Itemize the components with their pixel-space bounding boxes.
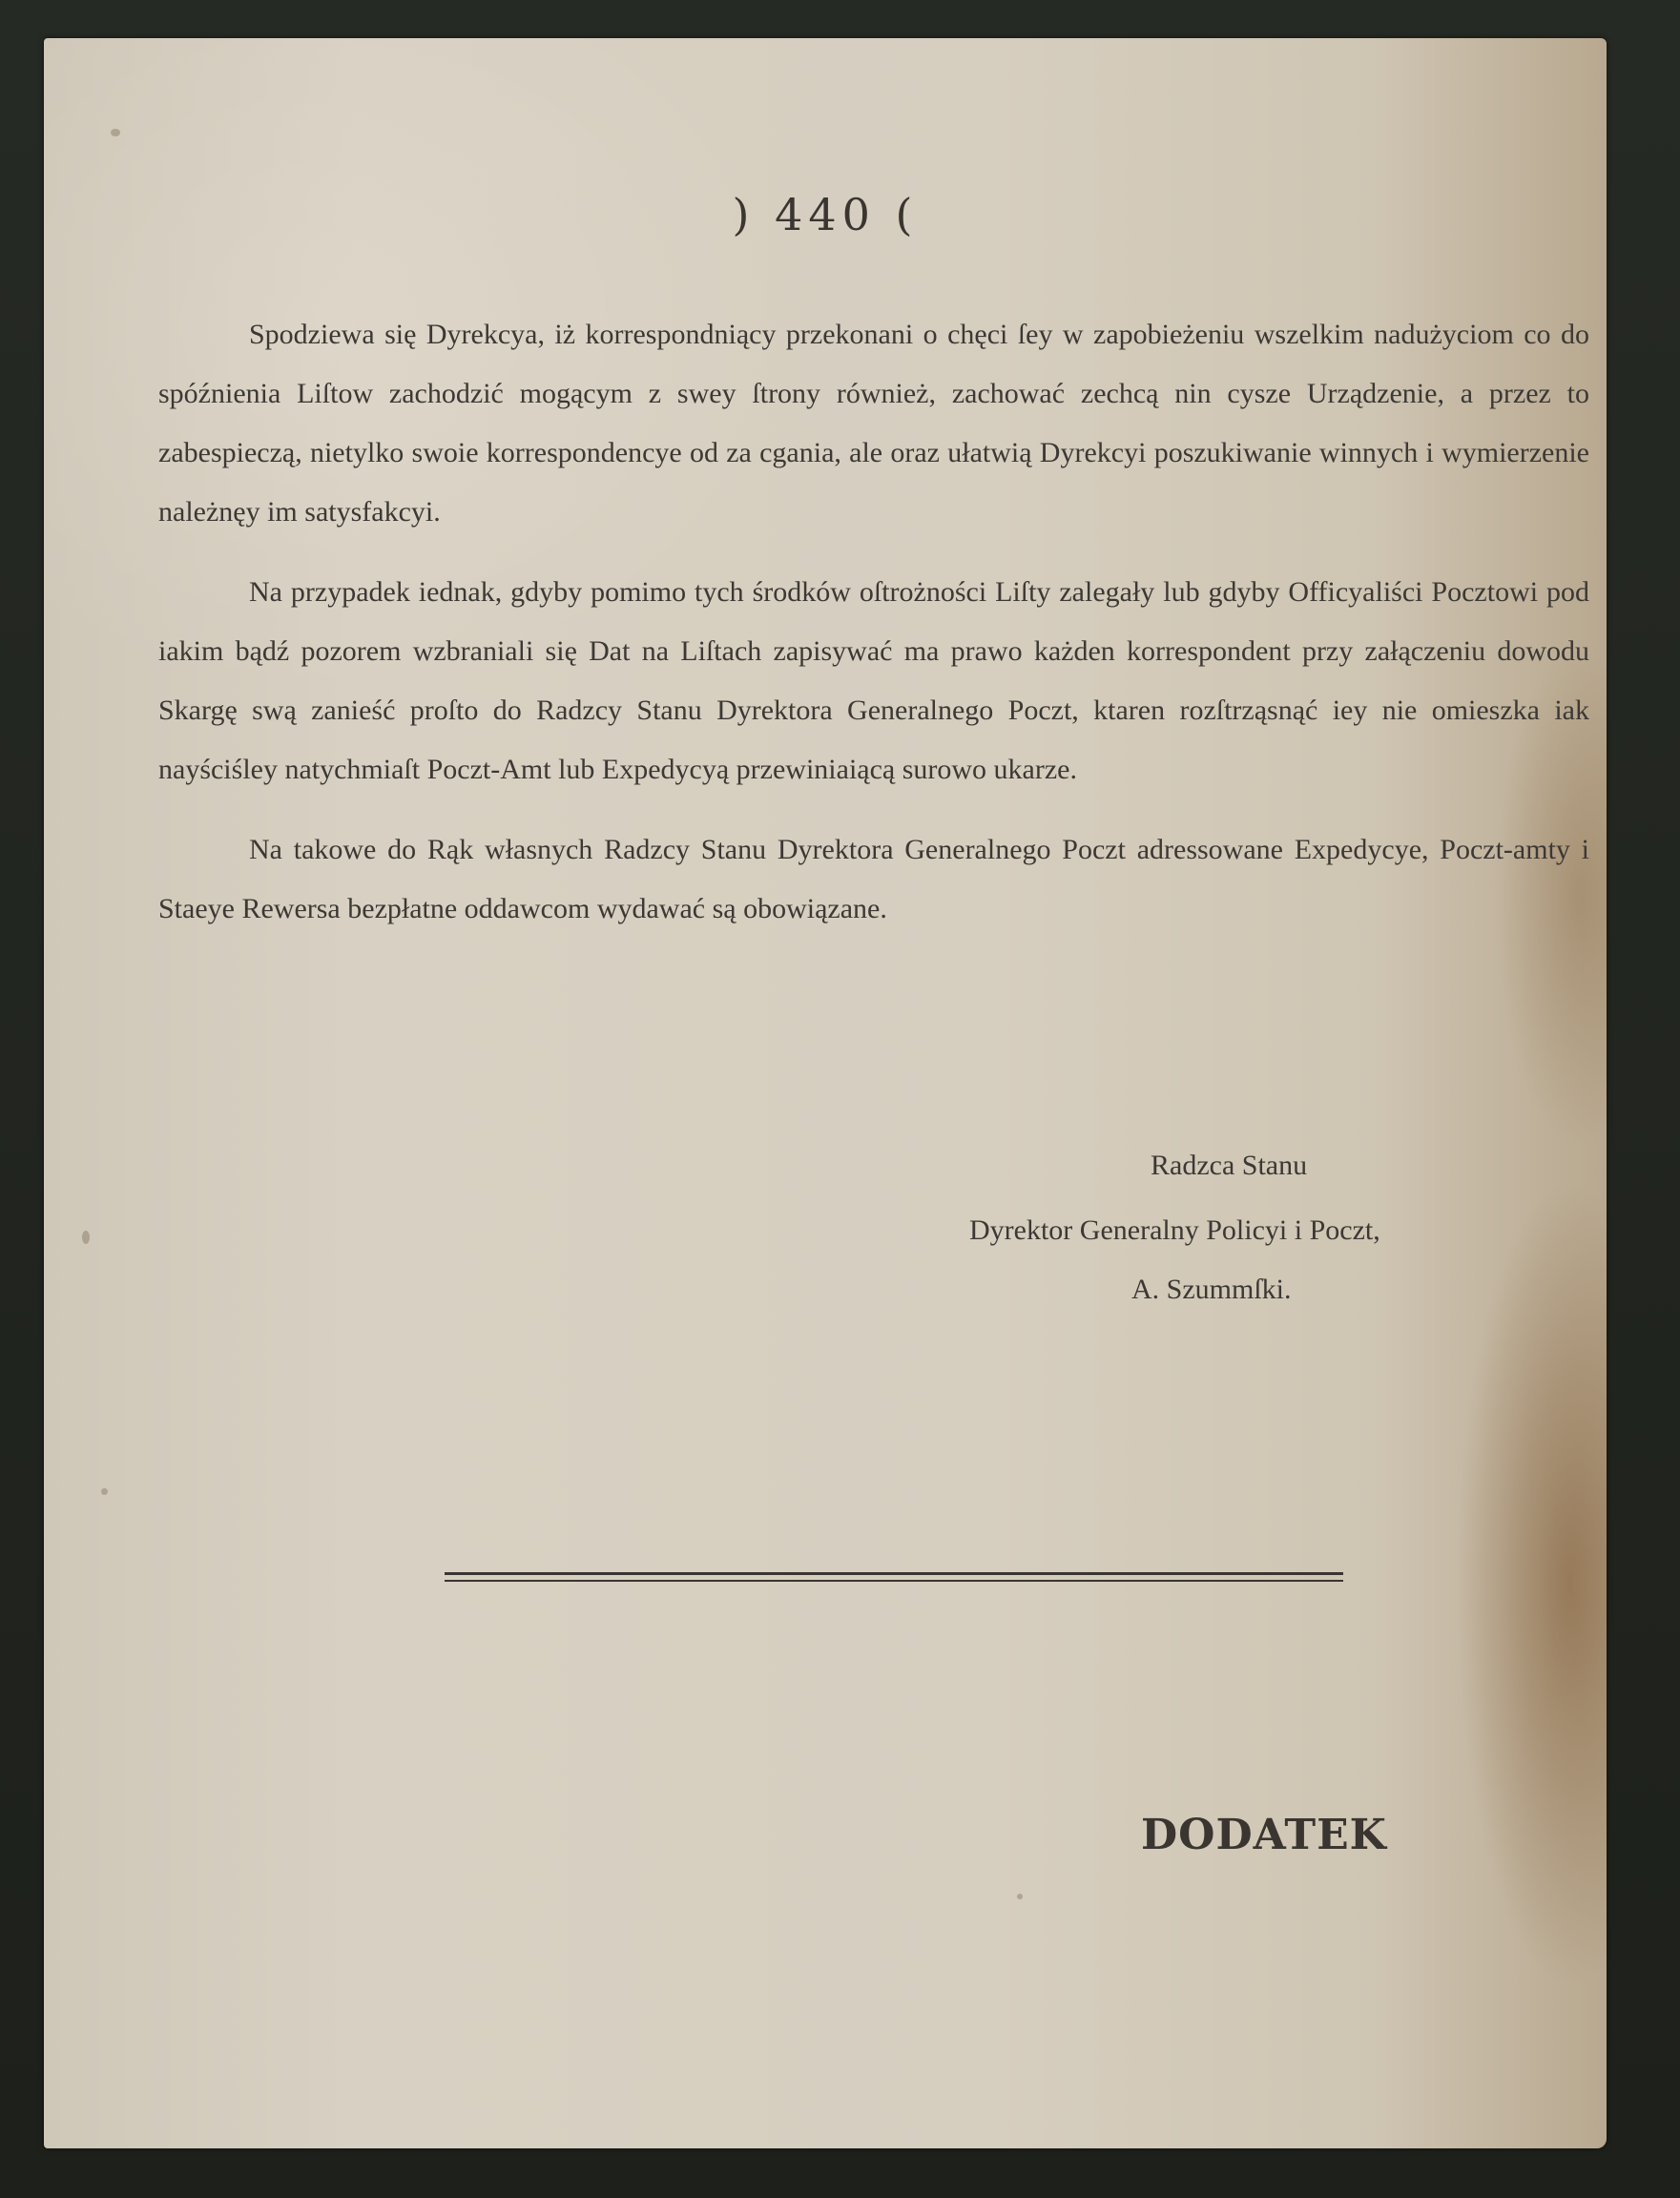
foxing-spot — [82, 1231, 90, 1244]
signature-name: A. Szummſki. — [1131, 1274, 1292, 1305]
foxing-spot — [101, 1488, 108, 1495]
document-page — [44, 38, 1607, 2148]
divider-line-top — [445, 1572, 1343, 1575]
divider-line-bottom — [445, 1580, 1343, 1582]
foxing-spot — [1017, 1894, 1023, 1899]
page-number: ) 440 ( — [732, 189, 919, 240]
catchword: DODATEK — [1141, 1811, 1387, 1859]
paragraph-2: Na przypadek iednak, gdyby pomimo tych środków oſtrożności Liſty zalegały lub gdyby Officyaliści Pocztowi pod iakim bądź pozorem wzbraniali się Dat na Liſtach zapisywać ma prawo każden korrespondent przy załączeniu dowodu Skargę swą zanieść proſto do Radzcy Stanu Dyrektora Generalnego Poczt, ktaren rozſtrząsnąć iey nie omieszka iak nayściśley natychmiaſt Poczt-Amt lub Expedycyą przewiniaiącą surowo ukarze. — [158, 576, 1589, 785]
paragraph-3: Na takowe do Rąk własnych Radzcy Stanu Dyrektora Generalnego Poczt adressowane Expedycye, Poczt-amty i Staeye Rewersa bezpłatne oddawcom wydawać są obowiązane. — [158, 834, 1589, 924]
signature-title: Radzca Stanu — [1151, 1150, 1308, 1181]
paragraph-1: Spodziewa się Dyrekcya, iż korrespondniący przekonani o chęci ſey w zapobieżeniu wszelkim nadużyciom co do spóźnienia Liſtow zachodzić mogącym z swey ſtrony również, zachować zechcą nin cysze Urządzenie, a przez to zabespieczą, nietylko swoie korrespondencye od za cgania, ale oraz ułatwią Dyrekcyi poszukiwanie winnych i wymierzenie należnęy im satysfakcyi. — [158, 319, 1589, 528]
body-text — [158, 305, 1589, 960]
signature-role: Dyrektor Generalny Policyi i Poczt, — [969, 1214, 1380, 1246]
double-rule-divider — [445, 1572, 1343, 1584]
foxing-spot — [111, 129, 120, 136]
